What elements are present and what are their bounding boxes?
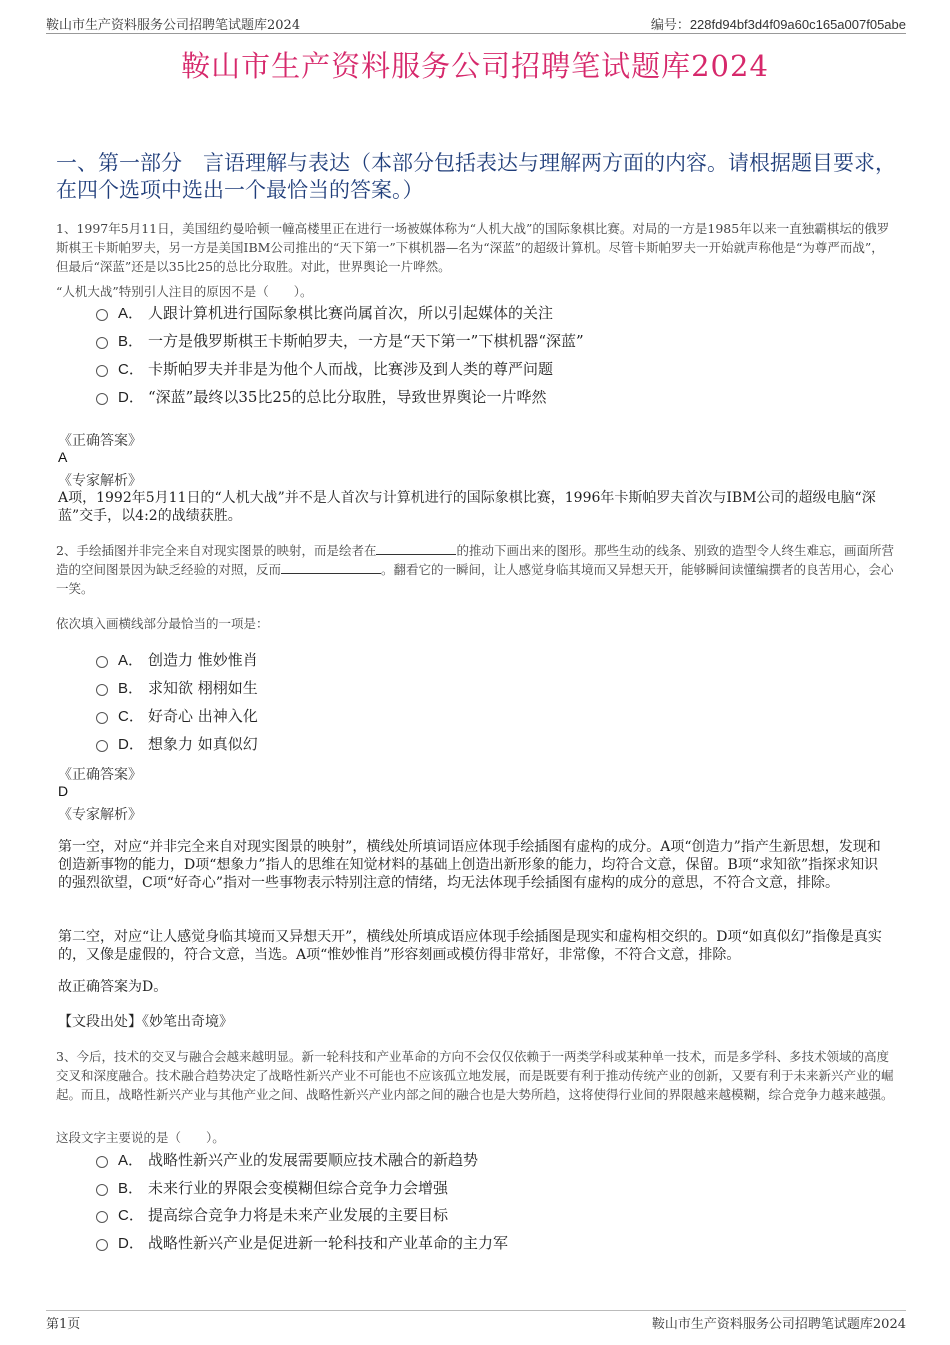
radio-icon[interactable] bbox=[96, 365, 108, 377]
option-letter: B． bbox=[118, 332, 144, 350]
question-3-option-c[interactable] bbox=[96, 1203, 448, 1225]
radio-icon[interactable] bbox=[96, 1156, 108, 1168]
stem-text: 的推动下画出来的图形。那些生动的线条、别致的造型令人终生难忘，画面所营造的空间图景因为缺乏经验的对照，反而 bbox=[56, 543, 894, 577]
footer-doc-title: 鞍山市生产资料服务公司招聘笔试题库2024 bbox=[651, 1317, 906, 1332]
radio-icon[interactable] bbox=[96, 684, 108, 696]
section-heading: 一、第一部分 言语理解与表达（本部分包括表达与理解两方面的内容。请根据题目要求，在四个选项中选出一个最恰当的答案。） bbox=[56, 151, 896, 202]
question-2-answer-label: 《正确答案》 bbox=[58, 767, 142, 783]
question-3-stem: 3、今后，技术的交叉与融合会越来越明显。新一轮科技和产业革命的方向不会仅仅依赖于一两类学科或某种单一技术，而是多学科、多技术领域的高度交叉和深度融合。技术融合趋势决定了战略性新兴产业不可能也不应该孤立地发展，而是既要有利于推动传统产业的创新，又要有利于未来新兴产业的崛起。而且，战略性新兴产业与其他产业之间、战略性新兴产业内部之间的融合也是大势所趋，这将使得行业间的界限越来越模糊，综合竞争力越来越强。 bbox=[56, 1049, 894, 1102]
option-letter: A． bbox=[118, 651, 144, 669]
question-3-option-d[interactable] bbox=[96, 1231, 508, 1253]
radio-icon[interactable] bbox=[96, 1184, 108, 1196]
radio-icon[interactable] bbox=[96, 1239, 108, 1251]
question-1-option-a[interactable] bbox=[96, 301, 553, 323]
header-doc-title: 鞍山市生产资料服务公司招聘笔试题库2024 bbox=[46, 18, 301, 33]
radio-icon[interactable] bbox=[96, 1211, 108, 1223]
question-2-analysis-p1: 第一空，对应“并非完全来自对现实图景的映射”，横线处所填词语应体现手绘插图有虚构的成分。A项“创造力”指产生新思想，发现和创造新事物的能力，D项“想象力”指人的思维在知觉材料的基础上创造出新形象的能力，均符合文意，保留。B项“求知欲”指探求知识的强烈欲望，C项“好奇心”指对一些事物表示特别注意的情绪，均无法体现手绘插图有虚构的成分的意思，不符合文意，排除。 bbox=[58, 839, 881, 891]
option-text: 一方是俄罗斯棋王卡斯帕罗夫，一方是“天下第一”下棋机器“深蓝” bbox=[148, 331, 584, 350]
option-letter: D． bbox=[118, 388, 144, 406]
question-2-option-d[interactable] bbox=[96, 732, 258, 754]
question-1-analysis: A项，1992年5月11日的“人机大战”并不是人首次与计算机进行的国际象棋比赛，1996年卡斯帕罗夫首次与IBM公司的超级电脑“深蓝”交手，以4:2的战绩获胜。 bbox=[58, 490, 876, 524]
radio-icon[interactable] bbox=[96, 309, 108, 321]
doc-id-label: 编号： bbox=[650, 18, 690, 33]
question-1-stem: 1、1997年5月11日，美国纽约曼哈顿一幢高楼里正在进行一场被媒体称为“人机大战”的国际象棋比赛。对局的一方是1985年以来一直独霸棋坛的俄罗斯棋王卡斯帕罗夫，另一方是美国IBM公司推出的“天下第一”下棋机器—名为“深蓝”的超级计算机。尽管卡斯帕罗夫一开始就声称他是“为尊严而战”，但最后“深蓝”还是以35比25的总比分取胜。对此，世界舆论一片哗然。 bbox=[56, 221, 890, 274]
option-text: “深蓝”最终以35比25的总比分取胜，导致世界舆论一片哗然 bbox=[148, 387, 547, 406]
header-doc-id bbox=[651, 14, 906, 33]
question-2-answer: D bbox=[58, 783, 69, 799]
option-text: 战略性新兴产业是促进新一轮科技和产业革命的主力军 bbox=[148, 1233, 509, 1252]
doc-id-code: 228fd94bf3d4f09a60c165a007f05abe bbox=[689, 17, 906, 32]
option-letter: A． bbox=[118, 304, 144, 322]
option-text: 人跟计算机进行国际象棋比赛尚属首次，所以引起媒体的关注 bbox=[148, 303, 554, 322]
radio-icon[interactable] bbox=[96, 337, 108, 349]
question-2-analysis-label: 《专家解析》 bbox=[58, 807, 142, 823]
option-text: 想象力 如真似幻 bbox=[148, 734, 258, 753]
question-2-analysis-p2: 第二空，对应“让人感觉身临其境而又异想天开”，横线处所填成语应体现手绘插图是现实和虚构相交织的。D项“如真似幻”指像是真实的，又像是虚假的，符合文意，当选。A项“惟妙惟肖”形容刻画或模仿得非常好，非常像，不符合文意，排除。 bbox=[58, 929, 882, 963]
question-1-option-b[interactable] bbox=[96, 329, 584, 351]
page-number: 第1页 bbox=[46, 1317, 81, 1332]
option-text: 求知欲 栩栩如生 bbox=[148, 678, 258, 697]
question-1-prompt: “人机大战”特别引人注目的原因不是（ ）。 bbox=[56, 284, 313, 299]
option-letter: B． bbox=[118, 1179, 144, 1197]
option-letter: A． bbox=[118, 1151, 144, 1169]
option-text: 创造力 惟妙惟肖 bbox=[148, 650, 258, 669]
option-letter: C． bbox=[118, 707, 144, 725]
question-3-option-a[interactable] bbox=[96, 1148, 478, 1170]
question-2-stem bbox=[56, 541, 896, 598]
page-title: 鞍山市生产资料服务公司招聘笔试题库2024 bbox=[181, 49, 769, 83]
question-2-source: 【文段出处】《妙笔出奇境》 bbox=[58, 1014, 233, 1030]
question-1-answer-label: 《正确答案》 bbox=[58, 433, 142, 449]
question-1-analysis-label: 《专家解析》 bbox=[58, 473, 142, 489]
option-text: 提高综合竞争力将是未来产业发展的主要目标 bbox=[148, 1205, 449, 1224]
footer-divider bbox=[46, 1310, 906, 1311]
fill-blank-2 bbox=[281, 560, 381, 574]
radio-icon[interactable] bbox=[96, 393, 108, 405]
question-3-option-b[interactable] bbox=[96, 1176, 448, 1198]
option-text: 好奇心 出神入化 bbox=[148, 706, 258, 725]
question-2-analysis-p3: 故正确答案为D。 bbox=[58, 979, 168, 995]
question-2-option-c[interactable] bbox=[96, 704, 258, 726]
radio-icon[interactable] bbox=[96, 712, 108, 724]
option-letter: C． bbox=[118, 1206, 144, 1224]
option-text: 卡斯帕罗夫并非是为他个人而战，比赛涉及到人类的尊严问题 bbox=[148, 359, 554, 378]
option-text: 未来行业的界限会变模糊但综合竞争力会增强 bbox=[148, 1178, 449, 1197]
stem-text: 2、手绘插图并非完全来自对现实图景的映射，而是绘者在 bbox=[56, 543, 377, 558]
question-2-option-b[interactable] bbox=[96, 676, 258, 698]
option-letter: D． bbox=[118, 735, 144, 753]
fill-blank-1 bbox=[376, 541, 456, 555]
radio-icon[interactable] bbox=[96, 656, 108, 668]
radio-icon[interactable] bbox=[96, 740, 108, 752]
header-divider bbox=[46, 33, 906, 34]
question-2-option-a[interactable] bbox=[96, 648, 258, 670]
question-1-option-d[interactable] bbox=[96, 385, 547, 407]
question-2-prompt: 依次填入画横线部分最恰当的一项是： bbox=[56, 616, 269, 631]
question-3-prompt: 这段文字主要说的是（ ）。 bbox=[56, 1130, 225, 1145]
question-1-option-c[interactable] bbox=[96, 357, 553, 379]
stem-text: 。翻看它的一瞬间，让人感觉身临其境而又异想天开，能够瞬间读懂编撰者的良苦用心，会心一笑。 bbox=[56, 562, 894, 596]
question-1-answer: A bbox=[58, 449, 68, 465]
option-letter: D． bbox=[118, 1234, 144, 1252]
option-letter: C． bbox=[118, 360, 144, 378]
option-letter: B． bbox=[118, 679, 144, 697]
option-text: 战略性新兴产业的发展需要顺应技术融合的新趋势 bbox=[148, 1150, 479, 1169]
